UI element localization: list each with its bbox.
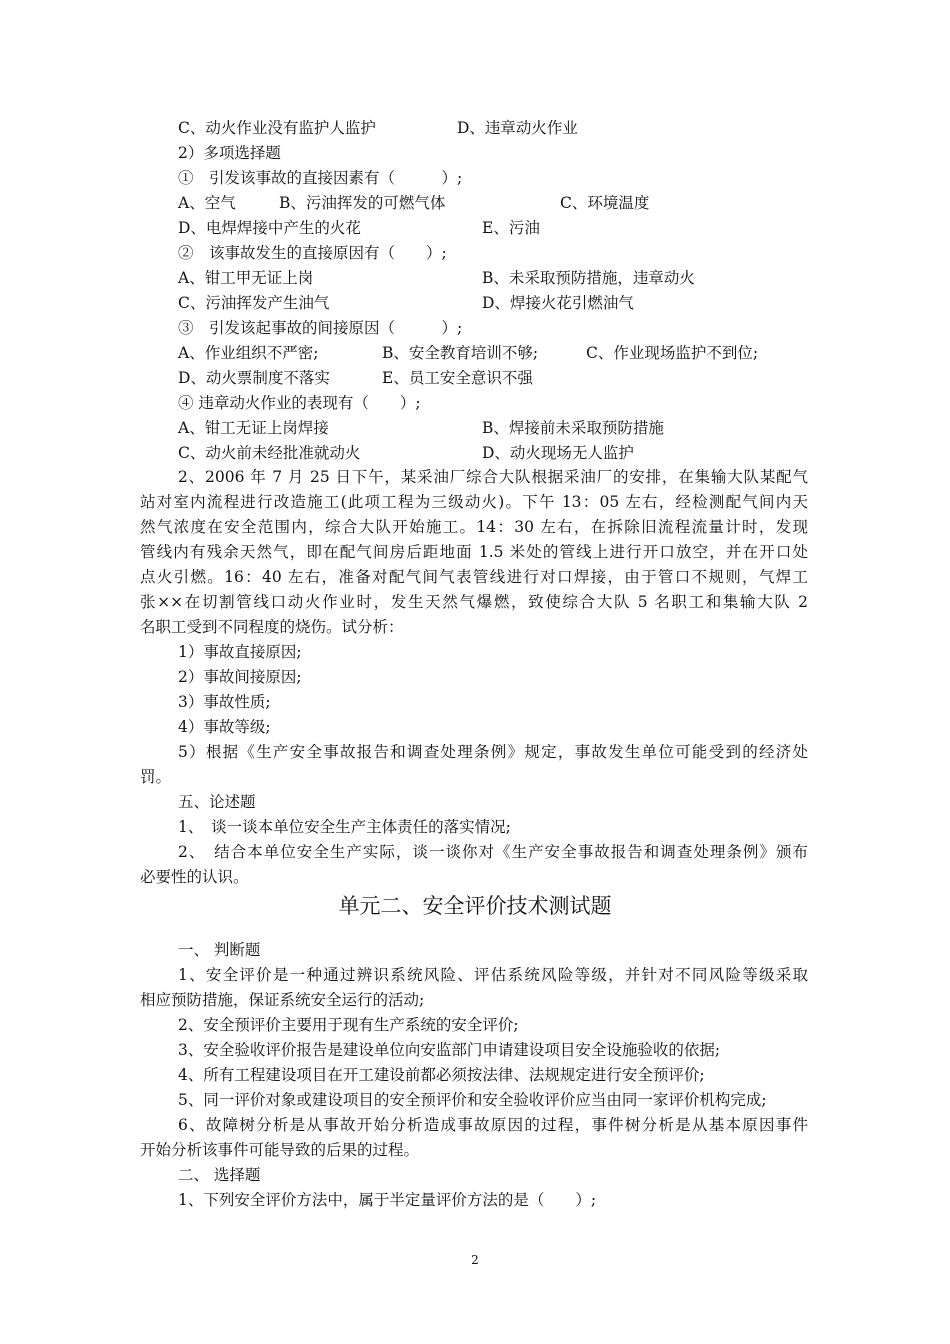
option-e: E、污油 (482, 219, 540, 237)
analysis-item: 4）事故等级; (178, 718, 271, 736)
option-d: D、动火票制度不落实 (178, 369, 330, 387)
option-a: A、钳工无证上岗焊接 (178, 419, 329, 437)
analysis-item: 3）事故性质; (178, 693, 271, 711)
analysis-item-cont: 罚。 (140, 768, 172, 786)
choice-question: 1、下列安全评价方法中，属于半定量评价方法的是（ ）; (178, 1191, 597, 1209)
subsection-multi-choice: 2）多项选择题 (178, 144, 281, 162)
option-b: B、焊接前未采取预防措施 (482, 419, 664, 437)
question-line: ② 该事故发生的直接原因有（ ）; (178, 244, 447, 262)
section-heading-judgement: 一、 判断题 (178, 941, 261, 959)
judgement-item: 5、同一评价对象或建设项目的安全预评价和安全验收评价应当由同一家评价机构完成; (178, 1091, 767, 1109)
section-heading-choice: 二、 选择题 (178, 1166, 261, 1184)
case-paragraph-line: 2、2006 年 7 月 25 日下午，某采油厂综合大队根据采油厂的安排，在集输大队某配气 (178, 468, 808, 486)
judgement-item-cont: 开始分析该事件可能导致的后果的过程。 (140, 1141, 420, 1159)
question-line: ④ 违章动火作业的表现有（ ）; (178, 394, 421, 412)
option-a: A、作业组织不严密; (178, 344, 319, 362)
essay-question: 1、 谈一谈本单位安全生产主体责任的落实情况; (178, 818, 511, 836)
option-d: D、电焊焊接中产生的火花 (178, 219, 361, 237)
judgement-item: 3、安全验收评价报告是建设单位向安监部门申请建设项目安全设施验收的依据; (178, 1041, 721, 1059)
section-heading-essay: 五、论述题 (178, 793, 256, 811)
option-c: C、污油挥发产生油气 (178, 294, 330, 312)
analysis-item: 1）事故直接原因; (178, 643, 302, 661)
option-d: D、动火现场无人监护 (482, 444, 634, 462)
case-paragraph-line: 张××在切割管线口动火作业时，发生天然气爆燃，致使综合大队 5 名职工和集输大队 2 (140, 593, 808, 611)
option-a: A、空气 (178, 194, 236, 212)
option-d: D、焊接火花引燃油气 (482, 294, 634, 312)
page-number: 2 (471, 1253, 479, 1267)
question-line: ③ 引发该起事故的间接原因（ ）; (178, 319, 463, 337)
option-b: B、安全教育培训不够; (382, 344, 539, 362)
judgement-item: 2、安全预评价主要用于现有生产系统的安全评价; (178, 1016, 519, 1034)
case-paragraph-line: 名职工受到不同程度的烧伤。试分析： (140, 618, 404, 636)
option-e: E、员工安全意识不强 (382, 369, 533, 387)
option-d: D、违章动火作业 (457, 119, 578, 137)
option-b: B、未采取预防措施，违章动火 (482, 269, 695, 287)
analysis-item: 2）事故间接原因; (178, 668, 302, 686)
option-c: C、环境温度 (560, 194, 650, 212)
option-a: A、钳工甲无证上岗 (178, 269, 314, 287)
judgement-item-cont: 相应预防措施，保证系统安全运行的活动; (140, 991, 425, 1009)
option-c: C、动火前未经批准就动火 (178, 444, 361, 462)
case-paragraph-line: 点火引燃。16：40 左右，准备对配气间气表管线进行对口焊接，由于管口不规则，气焊工 (140, 568, 808, 586)
case-paragraph-line: 管线内有残余天然气，即在配气间房后距地面 1.5 米处的管线上进行开口放空，并在开口处 (140, 543, 808, 561)
judgement-item: 1、安全评价是一种通过辨识系统风险、评估系统风险等级，并针对不同风险等级采取 (178, 966, 808, 984)
option-c: C、动火作业没有监护人监护 (178, 119, 376, 137)
option-b: B、污油挥发的可燃气体 (279, 194, 446, 212)
option-c: C、作业现场监护不到位; (586, 344, 759, 362)
case-paragraph-line: 然气浓度在安全范围内，综合大队开始施工。14：30 左右，在拆除旧流程流量计时，发现 (140, 518, 808, 536)
analysis-item: 5）根据《生产安全事故报告和调查处理条例》规定，事故发生单位可能受到的经济处 (178, 743, 808, 761)
question-line: ① 引发该事故的直接因素有（ ）; (178, 169, 463, 187)
judgement-item: 4、所有工程建设项目在开工建设前都必须按法律、法规规定进行安全预评价; (178, 1066, 705, 1084)
unit-title: 单元二、安全评价技术测试题 (338, 894, 612, 918)
case-paragraph-line: 站对室内流程进行改造施工(此项工程为三级动火)。下午 13：05 左右，经检测配气间内天 (140, 493, 808, 511)
judgement-item: 6、故障树分析是从事故开始分析造成事故原因的过程，事件树分析是从基本原因事件 (178, 1116, 808, 1134)
essay-question: 2、 结合本单位安全生产实际，谈一谈你对《生产安全事故报告和调查处理条例》颁布 (178, 843, 808, 861)
essay-question-cont: 必要性的认识。 (140, 868, 249, 886)
